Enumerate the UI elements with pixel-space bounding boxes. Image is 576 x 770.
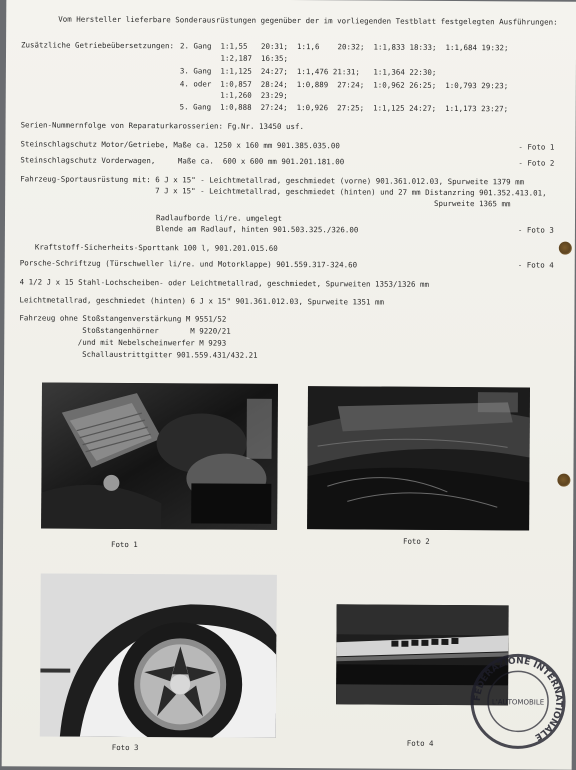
punch-hole-top: [559, 242, 572, 255]
kraftstoff-line: Kraftstoff-Sicherheits-Sporttank 100 l, 901.201.015.60: [34, 242, 278, 253]
caption-foto-2: Foto 2: [403, 536, 430, 546]
caption-foto-4: Foto 4: [406, 738, 434, 748]
gear-row: 1:1,260 23:29;: [179, 90, 288, 100]
stamp-inner-text: L'AUTOMOBILE: [491, 698, 545, 707]
sport-line: 7 J x 15" - Leichtmetallrad, geschmiedet (hinten) und 27 mm Distanzring 901.352.413.01,: [20, 185, 547, 198]
leicht-line: Leichtmetallrad, geschmiedet (hinten) 6 J x 15" 901.361.012.03, Spurweite 1351 mm: [19, 295, 384, 307]
foto4-reference: - Foto 4: [517, 260, 554, 270]
photo-1-engine: [41, 382, 278, 529]
serien-line: Serien-Nummernfolge von Reparaturkarosserien: Fg.Nr. 13450 usf.: [20, 120, 305, 132]
photo-3-wheel: [40, 573, 277, 737]
punch-hole-bottom: [557, 474, 570, 487]
radlauf-line: Blende am Radlauf, hinten 901.503.325./326.00: [155, 224, 359, 235]
ohne-line: Schallaustrittgitter 901.559.431/432.21: [19, 349, 258, 360]
sport-line: Fahrzeug-Sportausrüstung mit: 6 J x 15" - Leichtmetallrad, geschmiedet (vorne) 901.361.012.03, Spurweite 1379 mm: [20, 174, 525, 187]
fia-stamp: [468, 651, 569, 752]
caption-foto-3: Foto 3: [111, 742, 139, 753]
foto2-reference: - Foto 2: [518, 158, 555, 168]
gear-row: 2. Gang 1:1,55 20:31; 1:1,6 20:32; 1:1,833 18:33; 1:1,684 19:32;: [180, 41, 509, 53]
caption-foto-1: Foto 1: [110, 539, 138, 550]
stein-vorder-line: Steinschlagschutz Vorderwagen, Maße ca. 600 x 600 mm 901.201.181.00: [20, 155, 345, 167]
gear-row: 5. Gang 1:0,888 27:24; 1:0,926 27:25; 1:1,125 24:27; 1:1,173 23:27;: [179, 102, 509, 114]
gear-row: 4. oder 1:0,857 28:24; 1:0,889 27:24; 1:0,962 26:25; 1:0,793 29:23;: [179, 79, 509, 91]
radlauf-line: Radlaufborde li/re. umgelegt: [155, 213, 283, 223]
gear-row: 1:2,187 16:35;: [179, 53, 289, 63]
stein-motor-line: Steinschlagschutz Motor/Getriebe, Maße ca. 1250 x 160 mm 901.385.035.00: [20, 139, 340, 151]
schrift-line: Porsche-Schriftzug (Türschweller li/re. und Motorklappe) 901.559.317-324.60: [19, 258, 358, 270]
ohne-line: Fahrzeug ohne Stoßstangenverstärkung M 9551/52: [19, 313, 227, 324]
ohne-line: Stoßstangenhörner M 9220/21: [19, 325, 231, 336]
foto1-reference: - Foto 1: [518, 142, 555, 152]
header-line: Vom Hersteller lieferbare Sonderausrüstungen gegenüber der im vorliegenden Testblatt festgelegten Ausführungen:: [58, 14, 558, 27]
gear-row: 3. Gang 1:1,125 24:27; 1:1,476 21:31; 1:1,364 22:30;: [179, 66, 437, 77]
document-page: [2, 0, 576, 770]
photo-2-underbody: [307, 386, 530, 530]
foto3-reference: - Foto 3: [517, 225, 554, 235]
stahl-line: 4 1/2 J x 15 Stahl-Lochscheiben- oder Leichtmetallrad, geschmiedet, Spurweiten 1353/1326 mm: [19, 277, 430, 289]
sport-line: Spurweite 1365 mm: [20, 196, 511, 209]
gear-title: Zusätzliche Getriebeübersetzungen:: [21, 40, 175, 51]
ohne-line: /und mit Nebelscheinwerfer M 9293: [19, 337, 227, 348]
stamp-ring-text: FEDERAZIONE INTERNATIONALE: [472, 656, 564, 742]
